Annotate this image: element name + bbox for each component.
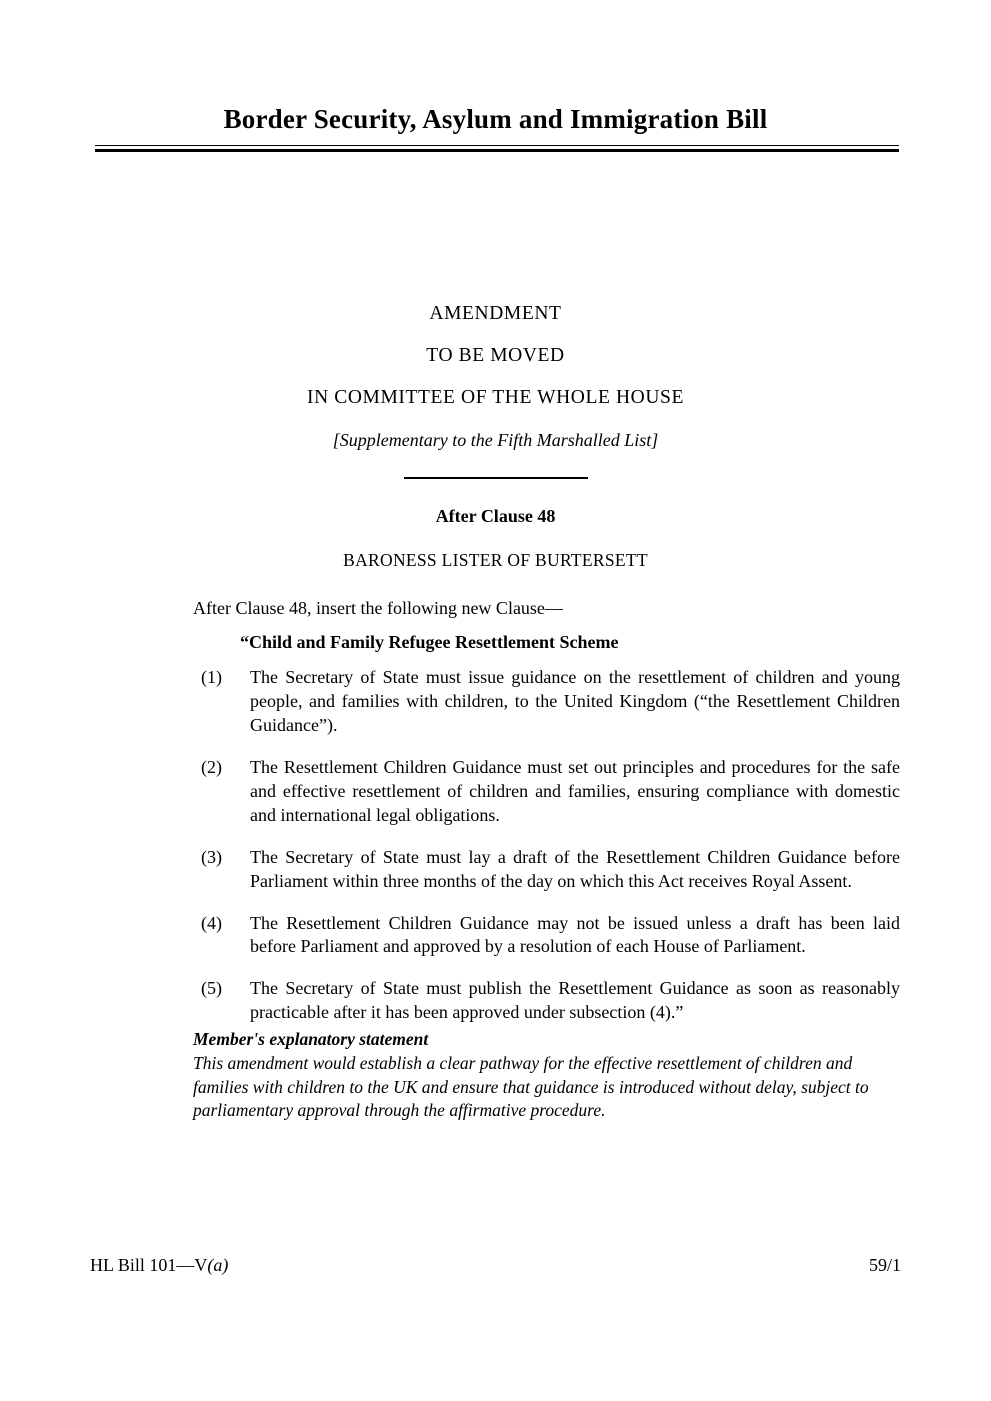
insert-instruction: After Clause 48, insert the following new Clause— xyxy=(193,598,563,618)
subsection-number: (5) xyxy=(201,978,222,999)
subsection-number: (1) xyxy=(201,667,222,687)
subsection-number: (2) xyxy=(201,756,222,777)
header-line-committee: IN COMMITTEE OF THE WHOLE HOUSE xyxy=(307,387,684,408)
page-title: Border Security, Asylum and Immigration Bill xyxy=(223,104,768,134)
subsection-number: (3) xyxy=(201,846,222,867)
header-short-rule xyxy=(404,477,588,479)
subsection-number: (4) xyxy=(201,912,222,933)
clause-heading: After Clause 48 xyxy=(435,506,556,526)
subsection-item xyxy=(193,756,900,828)
subsection-list xyxy=(193,666,900,1025)
bill-reference-suffix: (a) xyxy=(207,1255,229,1275)
bill-reference-main: HL Bill 101—V xyxy=(90,1255,208,1275)
subsection-item xyxy=(193,846,900,894)
title-divider xyxy=(95,145,899,152)
subsection-item xyxy=(193,666,900,738)
header-subtitle: [Supplementary to the Fifth Marshalled List] xyxy=(332,430,659,450)
page-footer xyxy=(90,1255,901,1276)
header-line-amendment: AMENDMENT xyxy=(429,303,562,324)
subsection-text: The Resettlement Children Guidance must set out principles and procedures for the safe and effective resettlement of children and families, ensuring compliance with domestic and international legal obligations. xyxy=(250,756,900,825)
subsection-item xyxy=(193,977,900,1025)
sponsor-name: BARONESS LISTER OF BURTERSETT xyxy=(343,550,648,570)
amendment-header-block xyxy=(0,303,991,479)
explanatory-statement-heading: Member's explanatory statement xyxy=(193,1029,429,1049)
explanatory-statement xyxy=(193,1028,900,1123)
subsection-text: The Secretary of State must publish the Resettlement Guidance as soon as reasonably practicable after it has been approved under subsection (4).” xyxy=(250,978,900,1023)
explanatory-statement-body: This amendment would establish a clear pathway for the effective resettlement of children and families with children to the UK and ensure that guidance is introduced without delay, subject to parliamentary approval through the affirmative procedure. xyxy=(193,1052,869,1121)
new-clause-title: “Child and Family Refugee Resettlement Scheme xyxy=(240,632,619,652)
subsection-item xyxy=(193,912,900,960)
title-divider-thick-rule xyxy=(95,149,899,152)
subsection-text: The Secretary of State must issue guidance on the resettlement of children and young people, and families with children, to the United Kingdom (“the Resettlement Children Guidance”). xyxy=(250,667,900,735)
subsection-text: The Resettlement Children Guidance may not be issued unless a draft has been laid before Parliament and approved by a resolution of each House of Parliament. xyxy=(250,912,900,957)
page-number: 59/1 xyxy=(868,1255,901,1275)
subsection-text: The Secretary of State must lay a draft of the Resettlement Children Guidance before Parliament within three months of the day on which this Act receives Royal Assent. xyxy=(250,846,900,891)
header-line-to-be-moved: TO BE MOVED xyxy=(426,345,565,366)
bill-reference xyxy=(90,1255,228,1276)
